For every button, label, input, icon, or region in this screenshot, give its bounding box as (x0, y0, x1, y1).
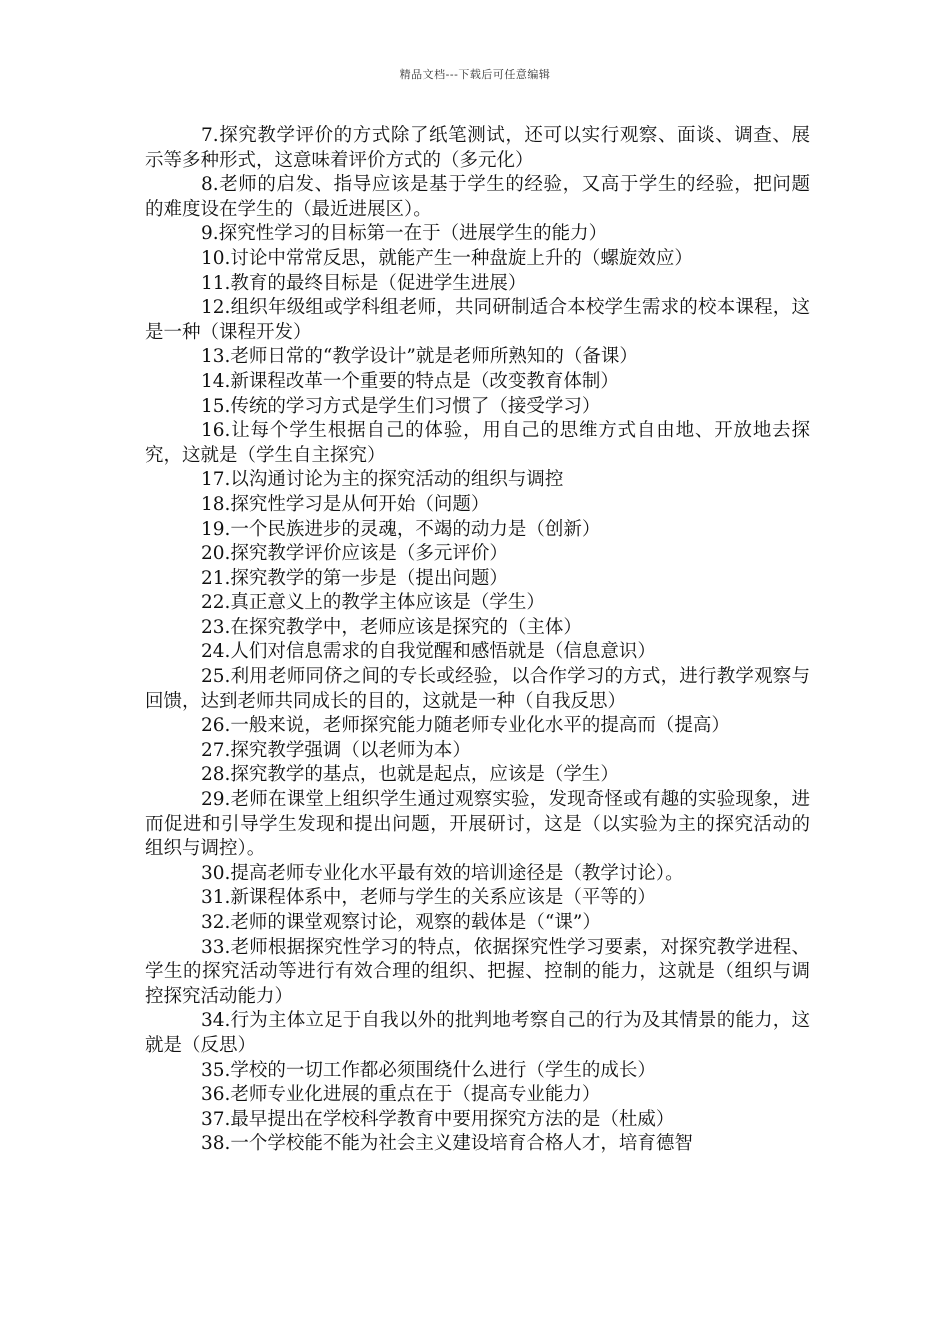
question-27: 27.探究教学强调（以老师为本） (201, 739, 471, 761)
question-10: 10.讨论中常常反思，就能产生一种盘旋上升的（螺旋效应） (201, 247, 693, 269)
question-30: 30.提高老师专业化水平最有效的培训途径是（教学讨论）。 (201, 862, 684, 884)
question-23: 23.在探究教学中，老师应该是探究的（主体） (201, 616, 582, 638)
question-22: 22.真正意义上的教学主体应该是（学生） (201, 592, 545, 614)
question-24: 24.人们对信息需求的自我觉醒和感悟就是（信息意识） (201, 641, 656, 663)
question-18: 18.探究性学习是从何开始（问题） (201, 493, 490, 515)
question-37: 37.最早提出在学校科学教育中要用探究方法的是（杜威） (201, 1108, 675, 1130)
question-32: 32.老师的课堂观察讨论，观察的载体是（“课”） (201, 912, 601, 933)
question-8: 8.老师的启发、指导应该是基于学生的经验，又高于学生的经验，把问题的难度设在学生的（最近进展区）。 (145, 174, 810, 220)
document-body (145, 124, 810, 1157)
question-13: 13.老师日常的“教学设计”就是老师所熟知的（备课） (201, 346, 638, 368)
question-12: 12.组织年级组或学科组老师，共同研制适合本校学生需求的校本课程，这是一种（课程开发） (145, 297, 810, 343)
question-25: 25.利用老师同侪之间的专长或经验，以合作学习的方式，进行教学观察与回馈，达到老师共同成长的目的，这就是一种（自我反思） (145, 666, 810, 712)
question-17: 17.以沟通讨论为主的探究活动的组织与调控 (201, 469, 564, 491)
question-15: 15.传统的学习方式是学生们习惯了（接受学习） (201, 395, 601, 417)
question-21: 21.探究教学的第一步是（提出问题） (201, 567, 508, 589)
question-16: 16.让每个学生根据自己的体验，用自己的思维方式自由地、开放地去探究，这就是（学生自主探究） (145, 420, 810, 466)
question-14: 14.新课程改革一个重要的特点是（改变教育体制） (201, 370, 619, 392)
question-29: 29.老师在课堂上组织学生通过观察实验，发现奇怪或有趣的实验现象，进而促进和引导学生发现和提出问题，开展研讨，这是（以实验为主的探究活动的组织与调控）。 (145, 789, 810, 860)
question-28: 28.探究教学的基点，也就是起点，应该是（学生） (201, 764, 619, 786)
question-33: 33.老师根据探究性学习的特点，依据探究性学习要素，对探究教学进程、学生的探究活动等进行有效合理的组织、把握、控制的能力，这就是（组织与调控探究活动能力） (145, 936, 810, 1007)
question-36: 36.老师专业化进展的重点在于（提高专业能力） (201, 1084, 601, 1106)
page-header: 精品文档---下载后可任意编辑 (399, 68, 551, 81)
question-26: 26.一般来说，老师探究能力随老师专业化水平的提高而（提高） (201, 715, 730, 737)
question-38: 38.一个学校能不能为社会主义建设培育合格人才，培育德智 (201, 1133, 693, 1155)
question-20: 20.探究教学评价应该是（多元评价） (201, 543, 508, 565)
question-35: 35.学校的一切工作都必须围绕什么进行（学生的成长） (201, 1059, 656, 1081)
question-7: 7.探究教学评价的方式除了纸笔测试，还可以实行观察、面谈、调查、展示等多种形式，这意味着评价方式的（多元化） (145, 125, 810, 171)
question-19: 19.一个民族进步的灵魂，不竭的动力是（创新） (201, 518, 601, 540)
question-11: 11.教育的最终目标是（促进学生进展） (201, 272, 527, 294)
question-9: 9.探究性学习的目标第一在于（进展学生的能力） (201, 223, 608, 245)
question-31: 31.新课程体系中，老师与学生的关系应该是（平等的） (201, 887, 656, 909)
question-34: 34.行为主体立足于自我以外的批判地考察自己的行为及其情景的能力，这就是（反思） (145, 1010, 810, 1056)
